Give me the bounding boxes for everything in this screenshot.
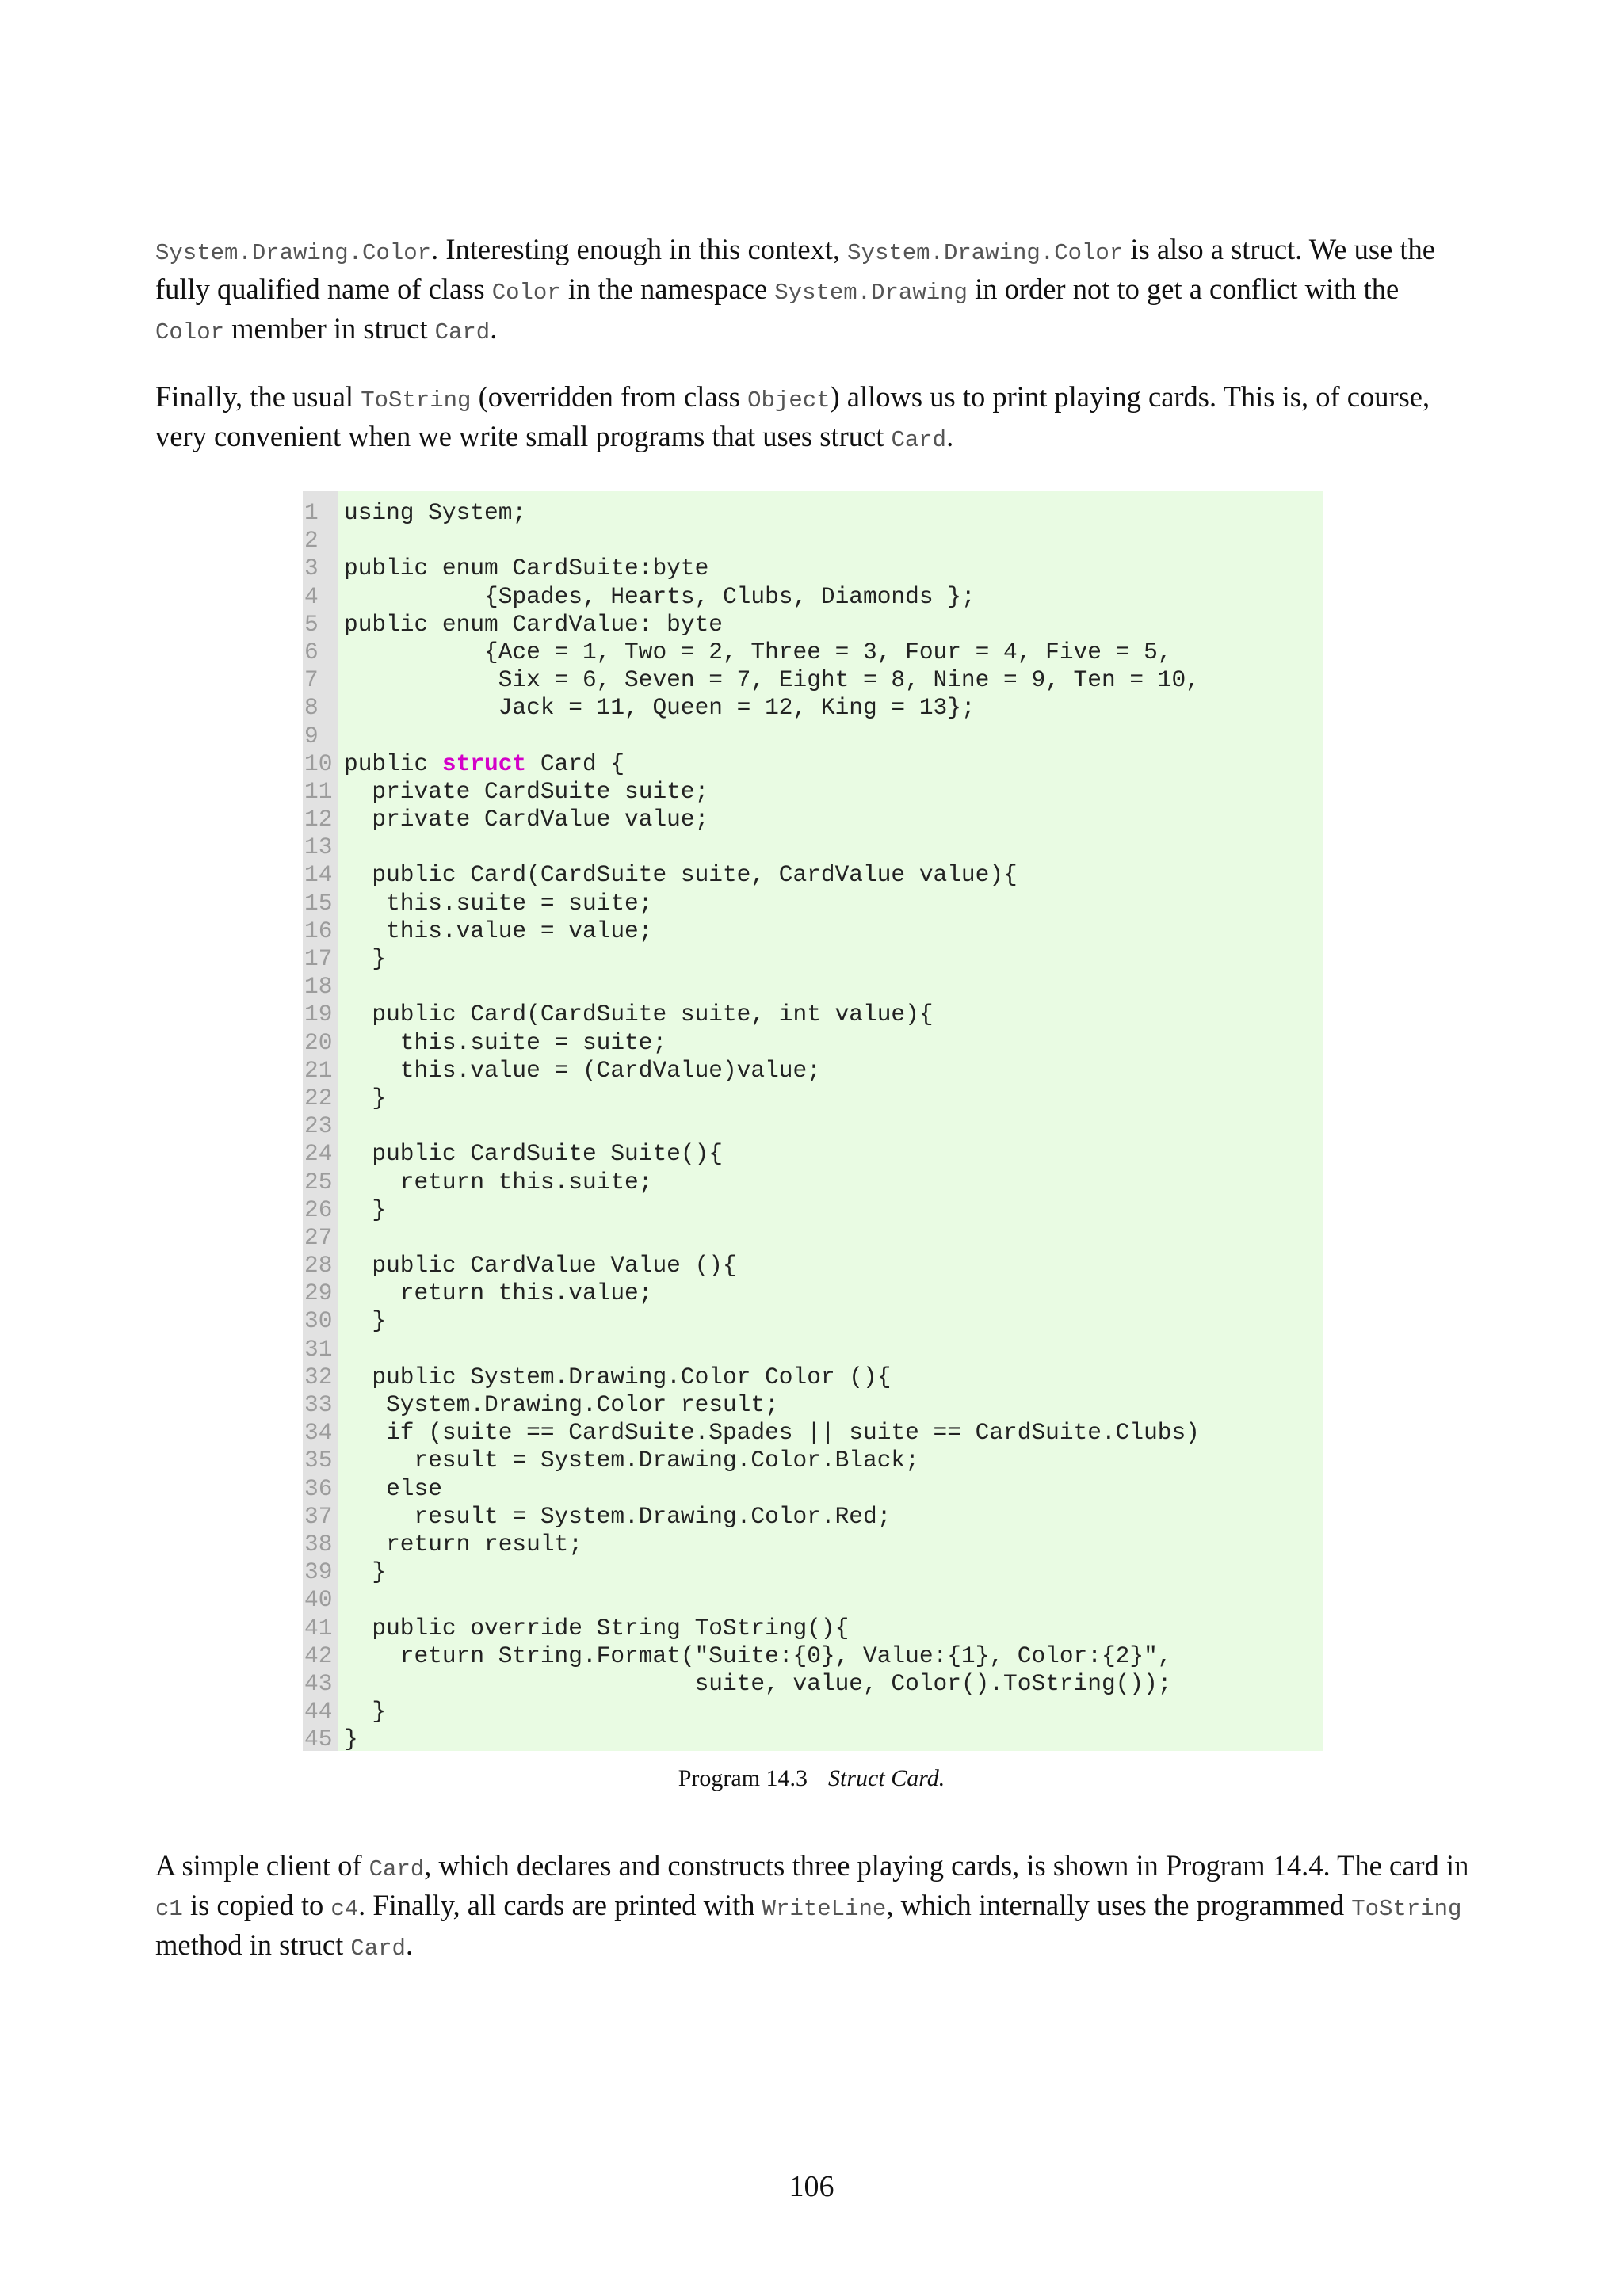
code-line [303, 1224, 1323, 1252]
code-line [303, 833, 1323, 861]
paragraph-text: member in struct [224, 312, 435, 345]
line-number: 5 [304, 610, 319, 638]
paragraph-color-explanation [155, 231, 1471, 350]
line-number: 31 [304, 1335, 333, 1363]
inline-code: c4 [330, 1896, 359, 1922]
line-number: 42 [304, 1642, 333, 1669]
code-text: return this.suite; [344, 1168, 653, 1196]
code-text: } [344, 945, 387, 972]
inline-code: Object [747, 387, 831, 414]
code-text: } [344, 1698, 387, 1726]
code-line [303, 1531, 1323, 1558]
line-number: 39 [304, 1558, 333, 1586]
line-number: 12 [304, 806, 333, 833]
line-number: 45 [304, 1726, 333, 1753]
code-line [303, 555, 1323, 582]
code-line [303, 1057, 1323, 1085]
code-text: return result; [344, 1530, 582, 1558]
paragraph-text: in the namespace [560, 273, 775, 305]
code-text: System.Drawing.Color result; [344, 1391, 779, 1418]
code-text: Jack = 11, Queen = 12, King = 13}; [344, 694, 976, 722]
code-line [303, 499, 1323, 527]
line-number: 44 [304, 1698, 333, 1726]
code-line [303, 861, 1323, 889]
code-text: } [344, 1196, 387, 1223]
code-line [303, 1196, 1323, 1224]
code-text: return String.Format("Suite:{0}, Value:{1}, Color:{2}", [344, 1642, 1172, 1669]
code-text: private CardSuite suite; [344, 777, 709, 805]
code-line [303, 973, 1323, 1001]
code-text: else [344, 1474, 442, 1502]
code-text: {Ace = 1, Two = 2, Three = 3, Four = 4, Five = 5, [344, 638, 1172, 666]
code-line [303, 917, 1323, 945]
code-line [303, 527, 1323, 555]
code-line [303, 723, 1323, 750]
code-line [303, 1363, 1323, 1391]
line-number: 9 [304, 722, 319, 749]
line-number: 27 [304, 1223, 333, 1251]
code-line [303, 1085, 1323, 1112]
code-line [303, 750, 1323, 778]
code-text: public Card(CardSuite suite, CardValue value){ [344, 861, 1018, 889]
code-text: this.value = (CardValue)value; [344, 1056, 821, 1084]
line-number: 13 [304, 833, 333, 861]
code-line [303, 1391, 1323, 1419]
paragraph-text: is also a struct. We use the fully qualified name of class [155, 233, 1435, 305]
code-text: result = System.Drawing.Color.Black; [344, 1447, 919, 1474]
line-number: 18 [304, 973, 333, 1001]
code-lines [303, 499, 1323, 1753]
code-line [303, 1029, 1323, 1057]
line-number: 36 [304, 1474, 333, 1502]
inline-code: Color [155, 319, 225, 345]
code-line [303, 611, 1323, 639]
paragraph-text: . [946, 420, 954, 452]
line-number: 40 [304, 1586, 333, 1614]
code-listing [303, 491, 1323, 1751]
code-text: if (suite == CardSuite.Spades || suite == CardSuite.Clubs) [344, 1419, 1200, 1447]
code-text: suite, value, Color().ToString()); [344, 1669, 1172, 1697]
code-text: public Card(CardSuite suite, int value){ [344, 1001, 934, 1028]
line-number: 29 [304, 1280, 333, 1307]
code-line [303, 806, 1323, 833]
code-text: } [344, 1307, 387, 1335]
code-line [303, 1307, 1323, 1335]
code-line [303, 1419, 1323, 1447]
code-text: } [344, 1726, 358, 1753]
line-number: 6 [304, 638, 319, 666]
line-number: 34 [304, 1419, 333, 1447]
line-number: 3 [304, 555, 319, 582]
code-text: public struct Card { [344, 749, 625, 777]
inline-code: ToString [361, 387, 472, 414]
line-number: 43 [304, 1669, 333, 1697]
code-line [303, 1001, 1323, 1028]
code-line [303, 890, 1323, 917]
caption-title: Struct Card. [828, 1765, 945, 1791]
line-number: 11 [304, 777, 333, 805]
paragraph-text: . [490, 312, 498, 345]
paragraph-tostring-explanation [155, 379, 1471, 458]
paragraph-text: . [405, 1928, 414, 1961]
code-line [303, 1169, 1323, 1196]
code-line [303, 1503, 1323, 1531]
code-text: return this.value; [344, 1280, 653, 1307]
code-text: public enum CardSuite:byte [344, 555, 709, 582]
line-number: 33 [304, 1391, 333, 1418]
code-line [303, 1252, 1323, 1280]
line-number: 10 [304, 749, 333, 777]
code-line [303, 639, 1323, 666]
code-line [303, 694, 1323, 722]
code-line [303, 1615, 1323, 1642]
code-line [303, 1726, 1323, 1753]
code-text: using System; [344, 499, 527, 526]
code-line [303, 945, 1323, 973]
line-number: 41 [304, 1614, 333, 1642]
inline-code: Card [369, 1856, 425, 1882]
code-text: private CardValue value; [344, 806, 709, 833]
paragraph-text: , which internally uses the programmed [886, 1889, 1352, 1921]
line-number: 37 [304, 1502, 333, 1530]
line-number: 8 [304, 694, 319, 722]
page-number: 106 [789, 2170, 834, 2203]
paragraph-text: Finally, the usual [155, 380, 361, 413]
caption-label: Program 14.3 [678, 1765, 808, 1791]
code-text: this.value = value; [344, 917, 653, 944]
code-line [303, 1447, 1323, 1474]
program-caption [0, 1765, 1623, 1792]
line-number: 22 [304, 1084, 333, 1112]
code-line [303, 1586, 1323, 1614]
code-text: public override String ToString(){ [344, 1614, 850, 1642]
line-number: 15 [304, 889, 333, 917]
inline-code: Color [491, 280, 561, 306]
paragraph-text: . Finally, all cards are printed with [358, 1889, 762, 1921]
code-line [303, 666, 1323, 694]
inline-code: System.Drawing [774, 280, 968, 306]
code-text: {Spades, Hearts, Clubs, Diamonds }; [344, 582, 976, 610]
line-number: 20 [304, 1028, 333, 1056]
line-number: 4 [304, 582, 319, 610]
line-number: 1 [304, 499, 319, 526]
code-line [303, 778, 1323, 806]
inline-code: WriteLine [762, 1896, 887, 1922]
line-number: 28 [304, 1252, 333, 1280]
paragraph-text: , which declares and constructs three playing cards, is shown in Program 14.4. The card in [424, 1849, 1469, 1882]
line-number: 17 [304, 945, 333, 972]
paragraph-client-description [155, 1848, 1471, 1966]
paragraph-text: in order not to get a conflict with the [967, 273, 1400, 305]
line-number: 35 [304, 1447, 333, 1474]
paragraph-text: ) allows us to print playing cards. This is, of course, very convenient when we write small programs that uses struct [155, 380, 1430, 452]
code-line [303, 1475, 1323, 1503]
code-line [303, 1698, 1323, 1726]
code-line [303, 1670, 1323, 1698]
line-number: 7 [304, 666, 319, 694]
inline-code: System.Drawing.Color [847, 240, 1124, 266]
paragraph-text: . Interesting enough in this context, [431, 233, 848, 265]
inline-code: Card [434, 319, 491, 345]
line-number: 16 [304, 917, 333, 944]
code-text: public CardValue Value (){ [344, 1252, 737, 1280]
code-line [303, 1280, 1323, 1307]
line-number: 32 [304, 1363, 333, 1390]
code-line [303, 583, 1323, 611]
code-text: } [344, 1084, 387, 1112]
line-number: 19 [304, 1001, 333, 1028]
inline-code: Card [350, 1936, 406, 1962]
code-line [303, 1336, 1323, 1363]
code-line [303, 1112, 1323, 1140]
line-number: 21 [304, 1056, 333, 1084]
inline-code: c1 [155, 1896, 183, 1922]
code-line [303, 1140, 1323, 1168]
code-text: public CardSuite Suite(){ [344, 1140, 723, 1168]
line-number: 14 [304, 861, 333, 889]
line-number: 30 [304, 1307, 333, 1335]
line-number: 23 [304, 1112, 333, 1140]
code-line [303, 1642, 1323, 1670]
paragraph-text: method in struct [155, 1928, 351, 1961]
code-text: } [344, 1558, 387, 1586]
line-number: 26 [304, 1196, 333, 1223]
code-text: this.suite = suite; [344, 1028, 667, 1056]
paragraph-text: is copied to [182, 1889, 331, 1921]
inline-code: ToString [1351, 1896, 1462, 1922]
line-number: 24 [304, 1140, 333, 1168]
keyword-highlight: struct [441, 749, 527, 777]
paragraph-text: (overridden from class [471, 380, 748, 413]
paragraph-text: A simple client of [155, 1849, 369, 1882]
line-number: 2 [304, 527, 319, 555]
code-text: public System.Drawing.Color Color (){ [344, 1363, 892, 1390]
code-text: result = System.Drawing.Color.Red; [344, 1502, 892, 1530]
line-number: 25 [304, 1168, 333, 1196]
inline-code: Card [891, 427, 947, 453]
code-text: public enum CardValue: byte [344, 610, 723, 638]
line-number: 38 [304, 1530, 333, 1558]
code-text: Six = 6, Seven = 7, Eight = 8, Nine = 9, Ten = 10, [344, 666, 1200, 694]
code-line [303, 1558, 1323, 1586]
code-text: this.suite = suite; [344, 889, 653, 917]
inline-code: System.Drawing.Color [155, 240, 432, 266]
